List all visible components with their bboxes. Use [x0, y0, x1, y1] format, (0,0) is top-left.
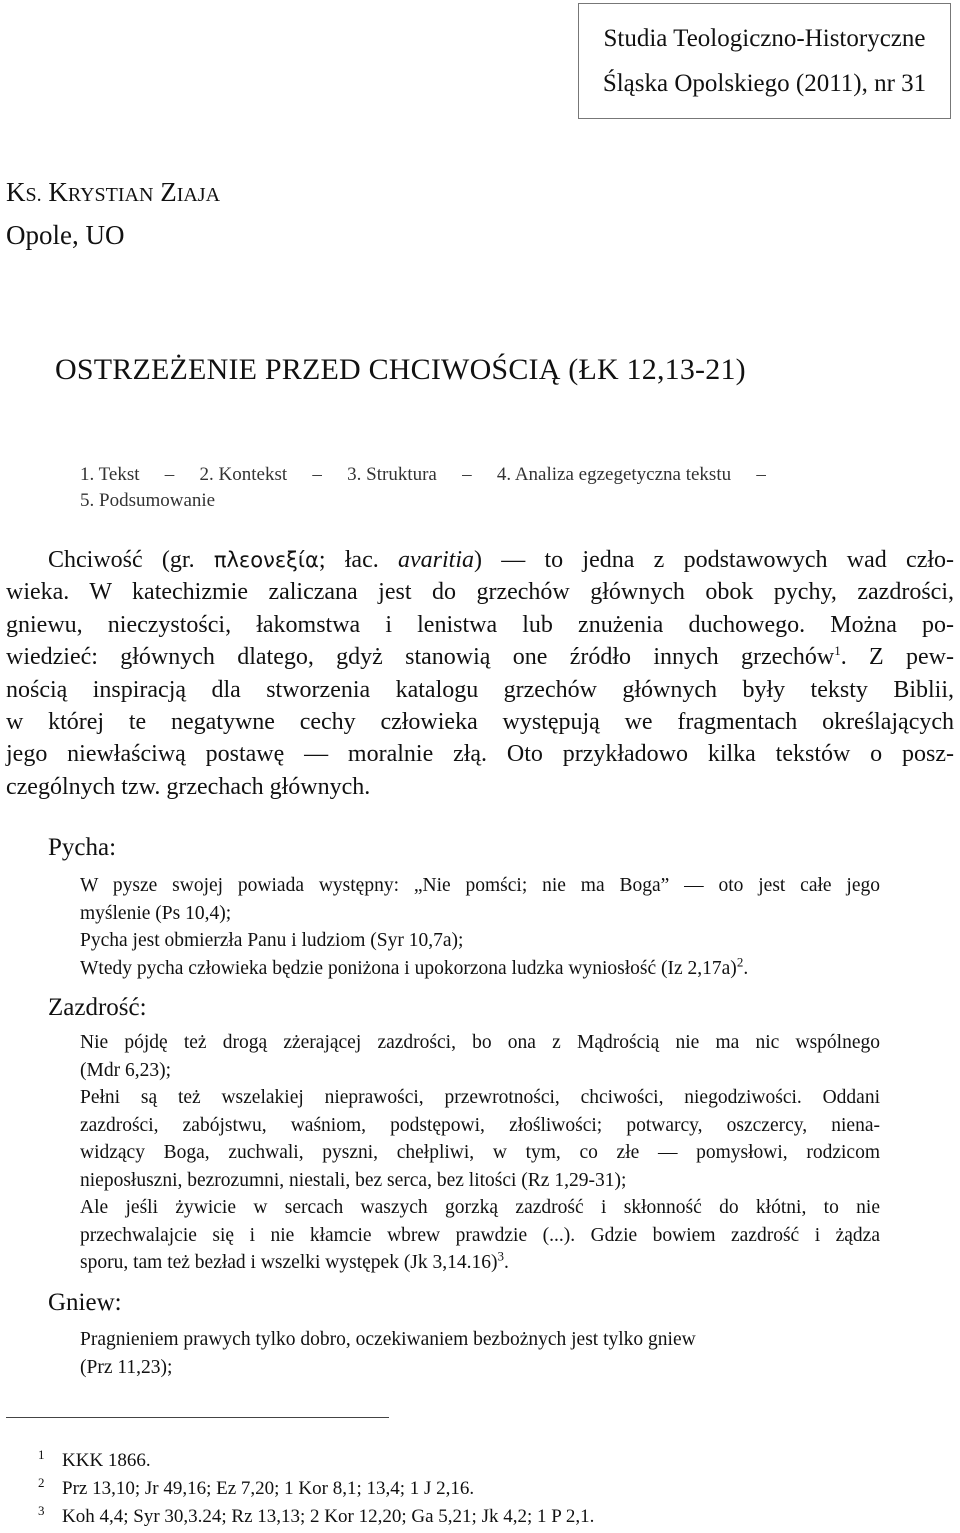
footnote-separator [6, 1417, 389, 1418]
footnote-ref: 1 [834, 643, 841, 659]
toc-item: 1. Tekst [80, 464, 140, 485]
toc-item: 2. Kontekst [199, 464, 288, 485]
section-heading-pycha: Pycha: [48, 834, 117, 861]
journal-header-box [578, 3, 951, 119]
table-of-contents: 1. Tekst – 2. Kontekst – 3. Struktura – 4. Analiza egzegetyczna tekstu – 5. Podsumowanie [80, 464, 766, 511]
latin-term: avaritia [398, 547, 474, 573]
greek-term: πλεονεξία [213, 548, 319, 572]
quote-block-zazdrosc: Nie pójdę też drogą zżerającej zazdrości, bo ona z Mądrością nie ma nic wspólnego (Mdr 6,23); Pełni są też wszelakiej nieprawości, przewrotności, chciwości, niegodziwości. Oddani zazdrości, zabójstwu, waśniom, podstępowi, złośliwości; potwarcy, oszczercy, niena- widzący Boga, zuchwali, pyszni, chełpliwi, w tym, co złe — pomysłowi, rodzicom nieposłuszni, bezrozumni, niestali, bez serca, bez litości (Rz 1,29-31); Ale jeśli żywicie w sercach waszych gorzką zazdrość i skłonność do kłótni, to nie przechwalajcie się i nie kłamcie wbrew prawdzie (...). Gdzie bowiem zazdrość i żądza sporu, tam też bezład i wszelki występek (Jk 3,14.16)$^3$. [80, 1032, 880, 1273]
journal-title-line1: Studia Teologiczno-Historyczne [603, 25, 926, 52]
footnote-ref: 2 [736, 954, 744, 969]
quote-block-pycha: W pysze swojej powiada występny: „Nie pomści; nie ma Boga” — oto jest całe jego myślenie (Ps 10,4); Pycha jest obmierzła Panu i ludziom (Syr 10,7a); Wtedy pycha człowieka będzie poniżona i upokorzona ludzka wyniosłość (Iz 2,17a)$^2$. [80, 875, 880, 979]
footnote-ref: 3 [497, 1248, 505, 1264]
toc-item: 5. Podsumowanie [80, 490, 216, 511]
toc-item: 3. Struktura [347, 464, 437, 485]
author-name: KS. KRYSTIAN ZIAJA [6, 177, 221, 207]
author-block [6, 172, 220, 255]
toc-item: 4. Analiza egzegetyczna tekstu [496, 464, 732, 485]
section-heading-zazdrosc: Zazdrość: [48, 994, 147, 1021]
section-heading-gniew: Gniew: [48, 1289, 122, 1316]
article-title: OSTRZEŻENIE PRZED CHCIWOŚCIĄ (ŁK 12,13-21) [55, 353, 746, 386]
intro-paragraph: Chciwość (gr. πλεονεξία; łac. avaritia) — to jedna z podstawowych wad czło- wieka. W katechizmie zaliczana jest do grzechów głównych obok pychy, zazdrości, gniewu, nieczystości, łakomstwa i lenistwa lub znużenia duchowego. Można po- wiedzieć: głównych dlatego, gdyż stanowią one źródło innych grzechów$^1$. Z pew- nością inspiracją dla stworzenia katalogu grzechów głównych były teksty Biblii, w której te negatywne cechy człowieka występują we fragmentach określających jego niewłaściwą postawę — moralnie złą. Oto przykładowo kilka tekstów o posz- czególnych tzw. grzechach głównych. [6, 547, 955, 800]
journal-title-line2: Śląska Opolskiego (2011), nr 31 [602, 70, 927, 97]
author-affiliation: Opole, UO [6, 220, 125, 250]
quote-block-gniew: Pragnieniem prawych tylko dobro, oczekiwaniem bezbożnych jest tylko gniew (Prz 11,23); [80, 1329, 696, 1378]
